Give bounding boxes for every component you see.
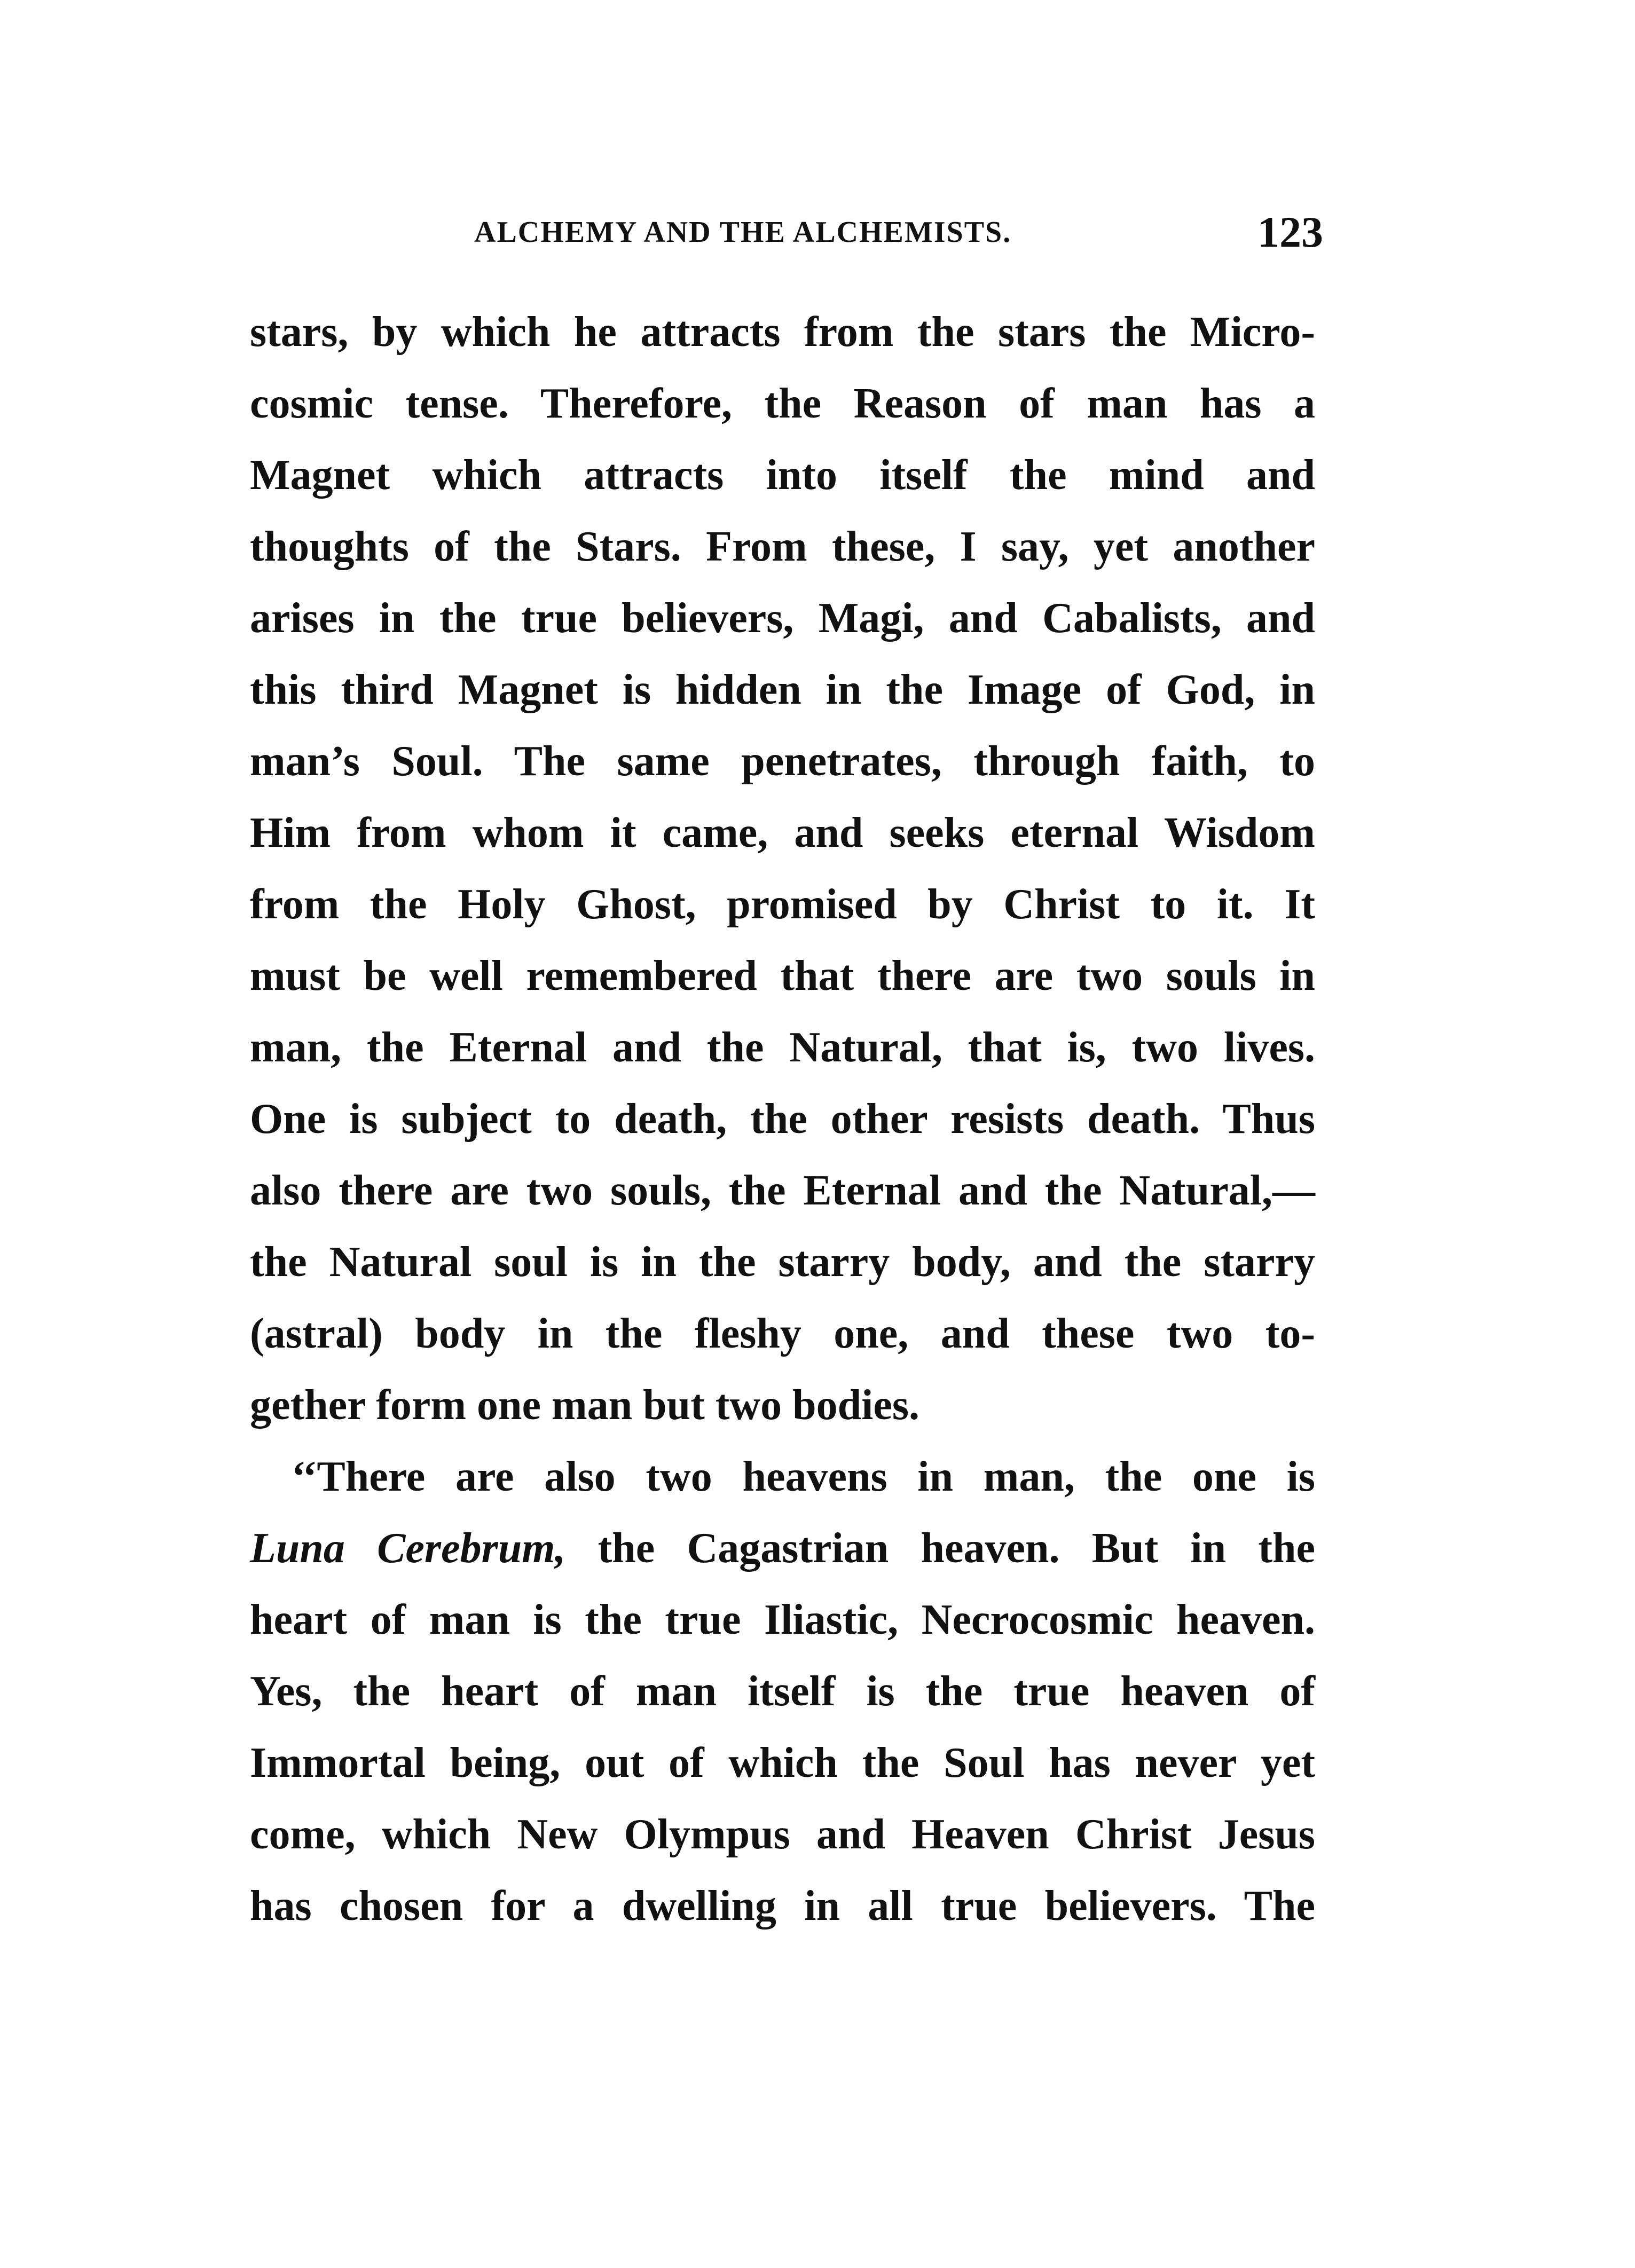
text-line: thoughts of the Stars. From these, I say, yet another bbox=[250, 523, 1315, 570]
text-line: Immortal being, out of which the Soul has never yet bbox=[250, 1739, 1315, 1786]
italic-phrase: Luna Cerebrum, bbox=[250, 1525, 566, 1572]
text-line: heart of man is the true Iliastic, Necrocosmic heaven. bbox=[250, 1596, 1315, 1643]
running-head bbox=[250, 206, 1323, 259]
text-line: Magnet which attracts into itself the mind and bbox=[250, 452, 1315, 499]
text-line: this third Magnet is hidden in the Image of God, in bbox=[250, 666, 1315, 713]
text-line: cosmic tense. Therefore, the Reason of man has a bbox=[250, 380, 1315, 427]
text-line: stars, by which he attracts from the stars the Micro- bbox=[250, 309, 1315, 356]
text-line: must be well remembered that there are two souls in bbox=[250, 952, 1315, 999]
text-line: gether form one man but two bodies. bbox=[250, 1382, 920, 1429]
text-line: come, which New Olympus and Heaven Christ Jesus bbox=[250, 1811, 1315, 1858]
text-line: also there are two souls, the Eternal and the Natural,— bbox=[250, 1167, 1315, 1214]
text-line: Him from whom it came, and seeks eternal Wisdom bbox=[250, 809, 1315, 856]
text-line: arises in the true believers, Magi, and Cabalists, and bbox=[250, 595, 1315, 642]
text-line: man, the Eternal and the Natural, that is, two lives. bbox=[250, 1024, 1315, 1071]
text-line: man’s Soul. The same penetrates, through faith, to bbox=[250, 738, 1315, 785]
text-line: One is subject to death, the other resists death. Thus bbox=[250, 1096, 1315, 1143]
text-line: Yes, the heart of man itself is the true heaven of bbox=[250, 1668, 1315, 1715]
text-line-rest: the Cagastrian heaven. But in the bbox=[598, 1525, 1316, 1572]
text-line: from the Holy Ghost, promised by Christ to it. It bbox=[250, 881, 1315, 928]
body-text bbox=[250, 296, 1315, 1942]
running-title: ALCHEMY AND THE ALCHEMISTS. bbox=[474, 216, 1012, 249]
text-line-with-italic bbox=[250, 1513, 1315, 1584]
text-line: the Natural soul is in the starry body, and the starry bbox=[250, 1239, 1315, 1286]
text-line: has chosen for a dwelling in all true believers. The bbox=[250, 1883, 1315, 1930]
text-line: (astral) body in the fleshy one, and these two to- bbox=[250, 1310, 1315, 1357]
text-line: ‘‘There are also two heavens in man, the one is bbox=[292, 1453, 1315, 1500]
page-number: 123 bbox=[1257, 208, 1323, 256]
